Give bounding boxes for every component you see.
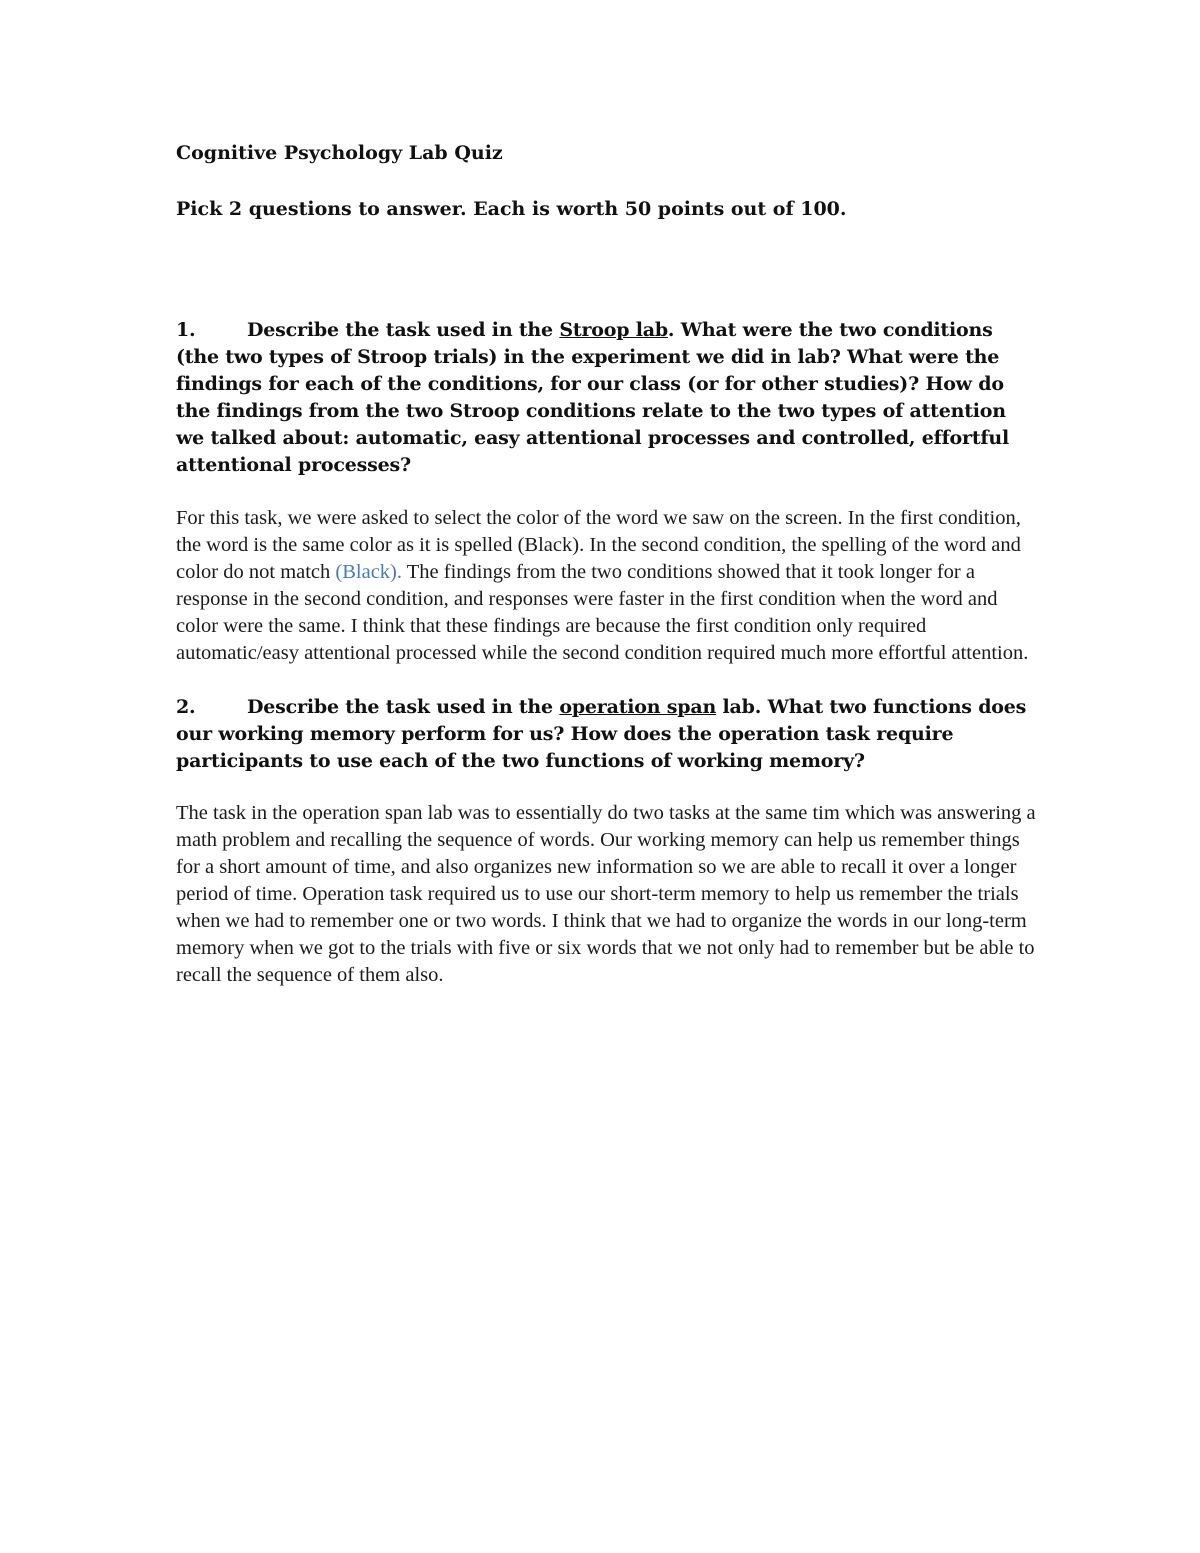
document-page [176, 140, 1036, 989]
answer-1 [176, 505, 1036, 667]
question-number: 1. [176, 319, 196, 341]
question-prompt-rest: lab. What two functions does our working memory perform for us? How does the operation task require participants to use each of the two functions of working memory? [176, 696, 1027, 772]
question-2 [176, 694, 1036, 775]
question-prompt-start: Describe the task used in the [247, 319, 560, 341]
question-prompt-rest: . What were the two conditions (the two types of Stroop trials) in the experiment we did in lab? What were the findings for each of the conditions, for our class (or for other studies)? How do the findings from the two Stroop conditions relate to the two types of attention we talked about: automatic, easy attentional processes and controlled, effortful attentional processes? [176, 319, 1010, 476]
answer-text-continued: The findings from the two conditions showed that it took longer for a response in the second condition, and responses were faster in the first condition when the word and color were the same. I think that these findings are because the first condition only required automatic/easy attentional processed while the second condition required much more effortful attention. [176, 561, 1029, 664]
answer-colored-text: (Black). [335, 561, 403, 583]
answer-2: The task in the operation span lab was to essentially do two tasks at the same tim which was answering a math problem and recalling the sequence of words. Our working memory can help us remember things for a short amount of time, and also organizes new information so we are able to recall it over a longer period of time. Operation task required us to use our short-term memory to help us remember the trials when we had to remember one or two words. I think that we had to organize the words in our long-term memory when we got to the trials with five or six words that we not only had to remember but be able to recall the sequence of them also. [176, 802, 1036, 986]
question-prompt-start: Describe the task used in the [247, 696, 560, 718]
document-title: Cognitive Psychology Lab Quiz [176, 142, 503, 164]
question-underlined-term: operation span [559, 696, 717, 718]
answer-text: For this task, we were asked to select the color of the word we saw on the screen. In the first condition, the word is the same color as it is spelled (Black). In the second condition, the spelling of the word and color do not match [176, 507, 1021, 583]
question-1 [176, 317, 1036, 479]
instructions: Pick 2 questions to answer. Each is worth 50 points out of 100. [176, 198, 847, 220]
question-number: 2. [176, 696, 196, 718]
question-underlined-term: Stroop lab [559, 319, 668, 341]
